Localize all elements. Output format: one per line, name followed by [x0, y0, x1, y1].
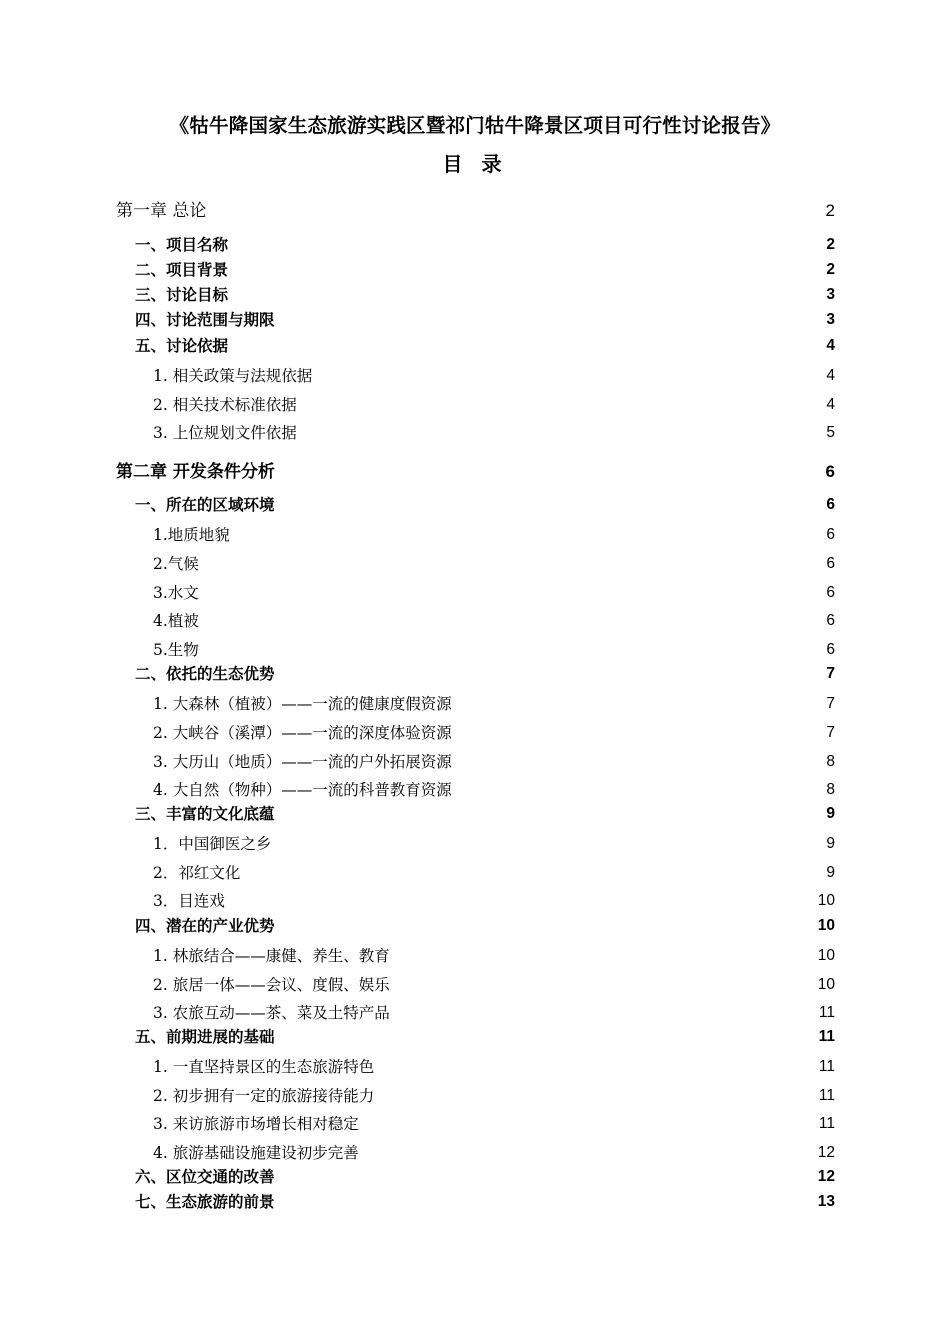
toc-entry[interactable]: [135, 283, 835, 307]
toc-entry[interactable]: [153, 364, 835, 388]
toc-entry-page-number: 12: [817, 1168, 835, 1185]
toc-entry[interactable]: [153, 581, 835, 605]
toc-entry-page-number: 13: [817, 1193, 835, 1210]
toc-entry[interactable]: [135, 1165, 835, 1189]
toc-entry-page-number: 9: [826, 835, 835, 852]
toc-entry-label: 4.植被: [153, 612, 199, 630]
toc-entry-page-number: 4: [826, 337, 835, 354]
toc-entry-label: 第一章 总论: [116, 201, 207, 221]
toc-entry-label: 七、生态旅游的前景: [135, 1193, 275, 1211]
toc-entry-page-number: 11: [818, 1004, 835, 1021]
toc-entry-page-number: 6: [825, 462, 835, 481]
toc-entry-page-number: 11: [818, 1058, 835, 1075]
toc-entry-label: 3. 上位规划文件依据: [153, 424, 297, 442]
toc-entry-label: 1. 相关政策与法规依据: [153, 367, 313, 385]
toc-entry-page-number: 7: [826, 724, 835, 741]
toc-entry-page-number: 6: [826, 641, 835, 658]
toc-entry[interactable]: [135, 334, 835, 358]
toc-entry-label: 一、项目名称: [135, 236, 229, 254]
toc-entry-page-number: 9: [826, 864, 835, 881]
toc-entry[interactable]: [116, 460, 835, 484]
toc-entry[interactable]: [153, 1141, 835, 1165]
toc-entry[interactable]: [153, 778, 835, 802]
toc-entry-page-number: 6: [826, 612, 835, 629]
toc-entry-page-number: 10: [817, 976, 835, 993]
toc-entry-page-number: 4: [826, 367, 835, 384]
toc-entry[interactable]: [153, 832, 835, 856]
toc-entry-label: 三、丰富的文化底蕴: [135, 805, 275, 823]
toc-entry[interactable]: [153, 523, 835, 547]
toc-entry[interactable]: [153, 1055, 835, 1079]
toc-entry[interactable]: [135, 662, 835, 686]
toc-entry-label: 二、项目背景: [135, 261, 229, 279]
toc-entry-page-number: 10: [817, 917, 835, 934]
toc-entry-page-number: 6: [826, 496, 835, 513]
toc-entry[interactable]: [153, 609, 835, 633]
toc-entry-page-number: 7: [826, 695, 835, 712]
toc-entry[interactable]: [135, 914, 835, 938]
toc-entry-label: 三、讨论目标: [135, 286, 229, 304]
toc-entry-label: 2.气候: [153, 555, 199, 573]
toc-entry[interactable]: [135, 802, 835, 826]
toc-entry-label: 四、讨论范围与期限: [135, 311, 275, 329]
toc-entry-page-number: 3: [826, 311, 835, 328]
toc-entry-page-number: 10: [817, 947, 835, 964]
toc-entry-page-number: 6: [826, 555, 835, 572]
toc-entry[interactable]: [153, 861, 835, 885]
toc-entry-label: 1．中国御医之乡: [153, 835, 272, 853]
toc-entry[interactable]: [153, 421, 835, 445]
toc-entry-page-number: 11: [818, 1028, 835, 1045]
toc-entry-page-number: 8: [826, 781, 835, 798]
toc-entry-page-number: 12: [817, 1144, 835, 1161]
toc-entry-label: 二、依托的生态优势: [135, 665, 275, 683]
toc-entry-page-number: 3: [826, 286, 835, 303]
toc-entry[interactable]: [135, 233, 835, 257]
toc-entry[interactable]: [153, 1112, 835, 1136]
toc-entry-page-number: 6: [826, 584, 835, 601]
toc-entry[interactable]: [153, 552, 835, 576]
toc-entry-page-number: 6: [826, 526, 835, 543]
toc-entry-label: 2. 旅居一体——会议、度假、娱乐: [153, 976, 390, 994]
toc-entry[interactable]: [116, 199, 835, 223]
toc-entry-label: 3.水文: [153, 584, 199, 602]
toc-entry-page-number: 5: [826, 424, 835, 441]
toc-entry-page-number: 9: [826, 805, 835, 822]
toc-entry[interactable]: [135, 1190, 835, 1214]
toc-entry-page-number: 7: [826, 665, 835, 682]
toc-entry-label: 3. 大历山（地质）——一流的户外拓展资源: [153, 753, 452, 771]
toc-entry-label: 2. 大峡谷（溪潭）——一流的深度体验资源: [153, 724, 452, 742]
toc-entry-label: 5.生物: [153, 641, 199, 659]
toc-entry[interactable]: [153, 721, 835, 745]
toc-entry-label: 4. 旅游基础设施建设初步完善: [153, 1144, 359, 1162]
toc-entry-label: 4. 大自然（物种）——一流的科普教育资源: [153, 781, 452, 799]
toc-entry[interactable]: [153, 944, 835, 968]
toc-entry-label: 第二章 开发条件分析: [116, 462, 275, 482]
toc-entry-label: 五、前期进展的基础: [135, 1028, 275, 1046]
toc-entry[interactable]: [153, 1084, 835, 1108]
toc-entry-page-number: 11: [818, 1087, 835, 1104]
toc-entry[interactable]: [153, 393, 835, 417]
toc-entry[interactable]: [153, 750, 835, 774]
toc-entry-label: 六、区位交通的改善: [135, 1168, 275, 1186]
toc-entry-page-number: 4: [826, 396, 835, 413]
toc-entry-label: 2．祁红文化: [153, 864, 241, 882]
toc-entry[interactable]: [135, 1025, 835, 1049]
toc-entry-label: 五、讨论依据: [135, 337, 229, 355]
toc-entry-page-number: 10: [817, 892, 835, 909]
toc-entry-label: 1. 大森林（植被）——一流的健康度假资源: [153, 695, 452, 713]
toc-entry-page-number: 2: [825, 201, 835, 220]
toc-entry[interactable]: [135, 258, 835, 282]
toc-entry-page-number: 11: [818, 1115, 835, 1132]
toc-entry[interactable]: [135, 493, 835, 517]
toc-entry-page-number: 2: [826, 261, 835, 278]
toc-entry-label: 1. 一直坚持景区的生态旅游特色: [153, 1058, 375, 1076]
toc-entry-label: 一、所在的区域环境: [135, 496, 275, 514]
toc-entry-label: 3. 农旅互动——茶、菜及土特产品: [153, 1004, 390, 1022]
toc-entry-label: 3．目连戏: [153, 892, 225, 910]
toc-entry[interactable]: [153, 973, 835, 997]
toc-entry[interactable]: [153, 692, 835, 716]
toc-entry-label: 1.地质地貌: [153, 526, 230, 544]
toc-entry-page-number: 2: [826, 236, 835, 253]
document-title: 《牯牛降国家生态旅游实践区暨祁门牯牛降景区项目可行性讨论报告》: [169, 114, 781, 137]
toc-entry[interactable]: [153, 1001, 835, 1025]
toc-entry-page-number: 8: [826, 753, 835, 770]
toc-entry[interactable]: [153, 638, 835, 662]
toc-entry-label: 1. 林旅结合——康健、养生、教育: [153, 947, 390, 965]
toc-entry[interactable]: [135, 308, 835, 332]
toc-entry-label: 2. 相关技术标准依据: [153, 396, 297, 414]
toc-entry-label: 3. 来访旅游市场增长相对稳定: [153, 1115, 359, 1133]
toc-entry[interactable]: [153, 889, 835, 913]
toc-heading: 目 录: [442, 152, 508, 176]
toc-entry-label: 2. 初步拥有一定的旅游接待能力: [153, 1087, 375, 1105]
toc-entry-label: 四、潜在的产业优势: [135, 917, 275, 935]
